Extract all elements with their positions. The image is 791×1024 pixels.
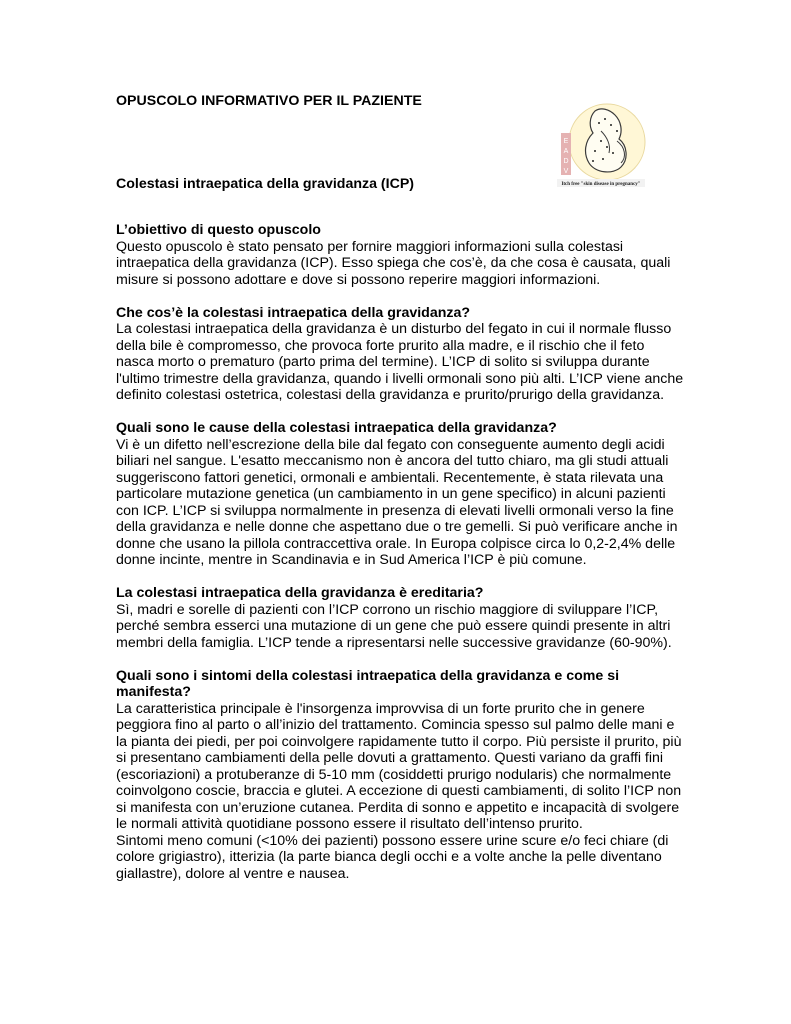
eadv-logo — [555, 101, 647, 189]
section-paragraph: La colestasi intraepatica della gravidanza è un disturbo del fegato in cui il normale flusso della bile è compromesso, che provoca forte prurito alla madre, e il rischio che il feto nasca morto o prematuro (parto prima del termine). L’ICP di solito si sviluppa durante l'ultimo trimestre della gravidanza, quando i livelli ormonali sono più alti. L’ICP viene anche definito colestasi ostetrica, colestasi della gravidanza e prurito/prurigo della gravidanza. — [116, 321, 684, 403]
section-paragraph: Questo opuscolo è stato pensato per fornire maggiori informazioni sulla colestasi intraepatica della gravidanza (ICP). Esso spiega che cos’è, da che cosa è causata, quali misure si possono adottare e dove si possono reperire maggiori informazioni. — [116, 238, 671, 288]
svg-text:D: D — [563, 158, 569, 165]
svg-text:V: V — [563, 168, 569, 175]
section-heading: L’obiettivo di questo opuscolo — [116, 222, 321, 238]
svg-text:A: A — [563, 148, 569, 155]
section-paragraph: Vi è un difetto nell’escrezione della bile dal fegato con conseguente aumento degli acidi biliari nel sangue. L'esatto meccanismo non è ancora del tutto chiaro, ma gli studi attuali suggeriscono fattori genetici, ormonali e ambientali. Recentemente, è stata rilevata una particolare mutazione genetica (un cambiamento in un gene specifico) in alcuni pazienti con ICP. L’ICP si sviluppa normalmente in presenza di elevati livelli ormonali verso la fine della gravidanza e nelle donne che aspettano due o tre gemelli. Si può verificare anche in donne che usano la pillola contraccettiva orale. In Europa colpisce circa lo 0,2-2,4% delle donne incinte, mentre in Scandinavia e in Sud America l’ICP è più comune. — [116, 436, 678, 568]
section-paragraph: La caratteristica principale è l'insorgenza improvvisa di un forte prurito che in genere peggiora fino al parto o all’inizio del trattamento. Comincia spesso sul palmo delle mani e la pianta dei piedi, per poi coinvolgere rapidamente tutto il corpo. Più persiste il prurito, più si presentano cambiamenti della pelle dovuti a grattamento. Questi variano da graffi fini (escoriazioni) a protuberanze di 5-10 mm (cosiddetti prurigo nodularis) che normalmente coinvolgono coscie, braccia e glutei. A eccezione di questi cambiamenti, di solito l’ICP non si manifesta con un’eruzione cutanea. Perdita di sonno e appetito e incapacità di svolgere le normali attività quotidiane possono essere il risultato dell’intenso prurito. — [116, 700, 682, 832]
section-hereditary — [116, 585, 686, 651]
section-heading: Quali sono le cause della colestasi intraepatica della gravidanza? — [116, 420, 557, 436]
section-symptoms — [116, 668, 686, 883]
document-title: OPUSCOLO INFORMATIVO PER IL PAZIENTE — [116, 93, 422, 109]
section-heading: Quali sono i sintomi della colestasi intraepatica della gravidanza e come si manifesta? — [116, 667, 620, 700]
section-causes — [116, 420, 686, 569]
section-paragraph: Sintomi meno comuni (<10% dei pazienti) possono essere urine scure e/o feci chiare (di colore grigiastro), itterizia (la parte bianca degli occhi e a volte anche la pelle diventano giallastre), dolore al ventre e nausea. — [116, 832, 669, 882]
svg-text:E: E — [563, 138, 569, 145]
svg-text:Itch free "skin disease in pre: Itch free "skin disease in pregnancy" — [561, 182, 641, 187]
document-subtitle: Colestasi intraepatica della gravidanza (ICP) — [116, 176, 415, 192]
section-heading: La colestasi intraepatica della gravidanza è ereditaria? — [116, 585, 484, 601]
section-paragraph: Sì, madri e sorelle di pazienti con l’ICP corrono un rischio maggiore di sviluppare l’ICP, perché sembra esserci una mutazione di un gene che può essere quindi presente in altri membri della famiglia. L’ICP tende a ripresentarsi nelle successive gravidanze (60-90%). — [116, 601, 672, 651]
section-heading: Che cos’è la colestasi intraepatica della gravidanza? — [116, 304, 471, 321]
section-what-is-icp — [116, 305, 686, 404]
document-body — [116, 222, 686, 899]
section-objective — [116, 222, 686, 288]
